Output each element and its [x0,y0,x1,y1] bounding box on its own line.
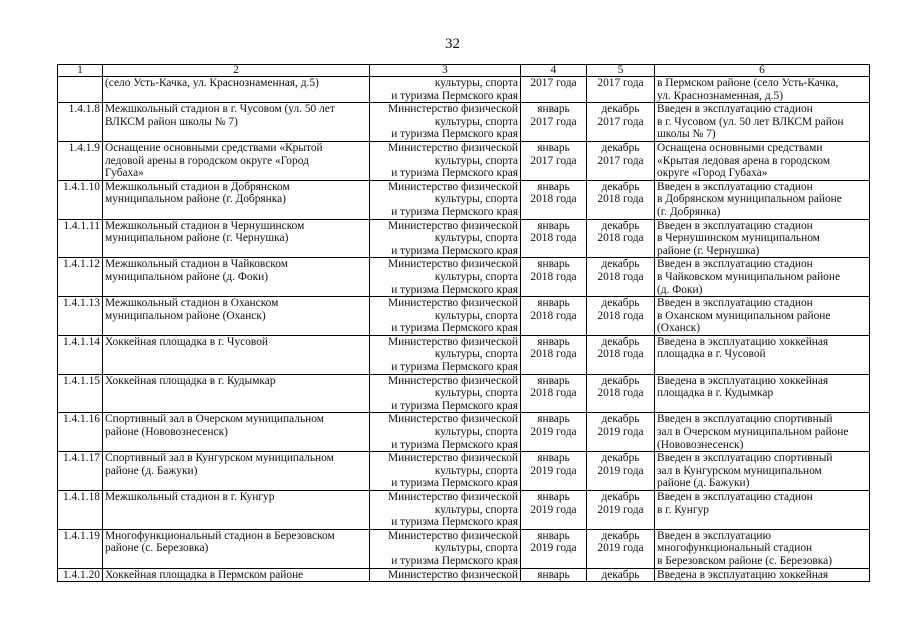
cell-text-line: декабрь [601,413,640,426]
cell-text-line: и туризма Пермского края [391,167,518,180]
cell-text-line: районе (д. Бажуки) [105,464,198,477]
result-cell [655,141,870,180]
item-number-cell: 1.4.1.11 [58,219,103,258]
start-date-cell [521,374,587,413]
cell-text-line: 2018 года [597,309,644,322]
cell-text-line: 2017 года [597,77,644,89]
cell-text-line: районе (д. Бажуки) [657,477,750,490]
cell-text-line: Хоккейная площадка в г. Чусовой [105,335,268,348]
cell-text-line: 2018 года [597,193,644,206]
cell-text-line: 2019 года [597,464,644,477]
cell-text-line: зал в Кунгурском муниципальном [657,464,822,477]
cell-text-line: декабрь [601,568,640,581]
organization-cell [370,529,521,568]
result-cell [655,335,870,374]
cell-text-line: культуры, спорта [434,309,518,322]
cell-text-line: январь [537,529,570,542]
cell-text-line: в Оханском муниципальном районе [657,309,831,322]
object-cell [103,452,370,491]
cell-text-line: в г. Чусовом (ул. 50 лет ВЛКСМ район [657,115,844,128]
cell-text-line: декабрь [601,103,640,116]
cell-text-line: январь [537,335,570,348]
cell-text-line: Межшкольный стадион в Добрянском [105,180,290,193]
result-cell [655,219,870,258]
organization-cell [370,219,521,258]
cell-text-line: 2019 года [597,426,644,439]
table-body [58,65,870,582]
item-number-cell: 1.4.1.15 [58,374,103,413]
object-cell [103,258,370,297]
end-date-cell [587,335,655,374]
cell-text-line: Министерство физической [387,568,518,581]
cell-text-line: Введен в эксплуатацию стадион [657,103,813,116]
cell-text-line: и туризма Пермского края [391,128,518,141]
table-row [58,219,870,258]
result-cell [655,297,870,336]
item-number-cell: 1.4.1.18 [58,491,103,530]
result-cell [655,103,870,142]
item-number-cell: 1.4.1.13 [58,297,103,336]
cell-text-line: Многофункциональный стадион в Березовском [105,529,335,542]
cell-text-line: 2019 года [597,503,644,516]
cell-text-line: январь [537,258,570,271]
object-cell [103,219,370,258]
column-header: 6 [655,65,870,77]
column-header: 5 [587,65,655,77]
cell-text-line: и туризма Пермского края [391,283,518,296]
cell-text-line: январь [537,413,570,426]
column-header: 4 [521,65,587,77]
organization-cell [370,77,521,103]
object-cell [103,491,370,530]
end-date-cell [587,103,655,142]
cell-text-line: январь [537,374,570,387]
cell-text-line: 2018 года [530,309,577,322]
organization-cell [370,258,521,297]
cell-text-line: Введена в эксплуатацию хоккейная [657,335,829,348]
cell-text-line: Введен в эксплуатацию стадион [657,180,813,193]
cell-text-line: Министерство физической [387,335,518,348]
table-row [58,413,870,452]
organization-cell [370,297,521,336]
end-date-cell [587,180,655,219]
cell-text-line: декабрь [601,258,640,271]
object-cell [103,413,370,452]
item-number-cell: 1.4.1.17 [58,452,103,491]
program-table [57,64,870,582]
end-date-cell [587,141,655,180]
object-cell [103,141,370,180]
cell-text-line: Оснащение основными средствами «Крытой [105,141,323,154]
start-date-cell [521,568,587,582]
cell-text-line: 2018 года [597,387,644,400]
result-cell [655,258,870,297]
end-date-cell [587,491,655,530]
result-cell [655,77,870,103]
cell-text-line: Министерство физической [387,491,518,503]
cell-text-line: районе (Нововознесенск) [105,426,228,439]
cell-text-line: районе (с. Березовка) [105,542,209,555]
cell-text-line: 2019 года [530,464,577,477]
cell-text-line: и туризма Пермского края [391,516,518,529]
cell-text-line: Введена в эксплуатацию хоккейная [657,568,829,581]
cell-text-line: Министерство физической [387,374,518,387]
organization-cell [370,452,521,491]
cell-text-line: (село Усть-Качка, ул. Краснознаменная, д.5) [105,77,319,89]
cell-text-line: и туризма Пермского края [391,438,518,451]
cell-text-line: ледовой арены в городском округе «Город [105,154,309,167]
organization-cell [370,103,521,142]
cell-text-line: зал в Очерском муниципальном районе [657,426,849,439]
object-cell [103,374,370,413]
cell-text-line: Введен в эксплуатацию стадион [657,491,813,503]
object-cell [103,529,370,568]
end-date-cell [587,374,655,413]
cell-text-line: декабрь [601,180,640,193]
organization-cell [370,374,521,413]
cell-text-line: и туризма Пермского края [391,477,518,490]
start-date-cell [521,491,587,530]
cell-text-line: культуры, спорта [434,464,518,477]
table-row [58,297,870,336]
cell-text-line: 2018 года [530,348,577,361]
cell-text-line: 2017 года [597,154,644,167]
end-date-cell [587,452,655,491]
end-date-cell [587,297,655,336]
cell-text-line: 2019 года [530,542,577,555]
cell-text-line: Министерство физической [387,180,518,193]
table-row [58,452,870,491]
cell-text-line: Министерство физической [387,452,518,465]
cell-text-line: муниципальном районе (г. Чернушка) [105,232,289,245]
item-number-cell: 1.4.1.8 [58,103,103,142]
result-cell [655,374,870,413]
end-date-cell [587,529,655,568]
cell-text-line: Министерство физической [387,258,518,271]
cell-text-line: Министерство физической [387,529,518,542]
cell-text-line: январь [537,180,570,193]
cell-text-line: Губаха» [105,167,144,180]
result-cell [655,568,870,582]
cell-text-line: Введен в эксплуатацию стадион [657,219,813,232]
cell-text-line: январь [537,491,570,503]
cell-text-line: культуры, спорта [434,270,518,283]
cell-text-line: ВЛКСМ район школы № 7) [105,115,238,128]
cell-text-line: школы № 7) [657,128,716,141]
cell-text-line: Межшкольный стадион в Оханском [105,297,279,310]
cell-text-line: и туризма Пермского края [391,244,518,257]
start-date-cell [521,219,587,258]
cell-text-line: Межшкольный стадион в Чайковском [105,258,288,271]
table-row [58,374,870,413]
column-header: 3 [370,65,521,77]
cell-text-line: Спортивный зал в Кунгурском муниципальном [105,452,334,465]
cell-text-line: муниципальном районе (г. Добрянка) [105,193,286,206]
cell-text-line: культуры, спорта [434,542,518,555]
cell-text-line: муниципальном районе (д. Фоки) [105,270,268,283]
table-row [58,491,870,530]
cell-text-line: в Пермском районе (село Усть-Качка, [657,77,839,89]
cell-text-line: 2017 года [530,115,577,128]
item-number-cell: 1.4.1.16 [58,413,103,452]
cell-text-line: культуры, спорта [434,232,518,245]
object-cell [103,180,370,219]
cell-text-line: 2018 года [530,387,577,400]
cell-text-line: 2017 года [597,115,644,128]
cell-text-line: Министерство физической [387,141,518,154]
item-number-cell: 1.4.1.10 [58,180,103,219]
end-date-cell [587,77,655,103]
cell-text-line: Введен в эксплуатацию [657,529,771,542]
cell-text-line: в Чайковском муниципальном районе [657,270,841,283]
organization-cell [370,413,521,452]
cell-text-line: культуры, спорта [434,77,518,89]
cell-text-line: Хоккейная площадка в Пермском районе [105,568,304,581]
organization-cell [370,141,521,180]
organization-cell [370,335,521,374]
table-row [58,529,870,568]
cell-text-line: в Добрянском муниципальном районе [657,193,842,206]
object-cell [103,103,370,142]
cell-text-line: декабрь [601,452,640,465]
result-cell [655,452,870,491]
item-number-cell: 1.4.1.14 [58,335,103,374]
cell-text-line: Министерство физической [387,219,518,232]
cell-text-line: и туризма Пермского края [391,89,518,102]
end-date-cell [587,258,655,297]
cell-text-line: ул. Краснознаменная, д.5) [657,89,783,102]
cell-text-line: и туризма Пермского края [391,399,518,412]
cell-text-line: многофункциональный стадион [657,542,813,555]
cell-text-line: январь [537,141,570,154]
table-row [58,103,870,142]
item-number-cell: 1.4.1.20 [58,568,103,582]
column-header: 1 [58,65,103,77]
object-cell [103,77,370,103]
cell-text-line: январь [537,219,570,232]
item-number-cell: 1.4.1.19 [58,529,103,568]
cell-text-line: Спортивный зал в Очерском муниципальном [105,413,324,426]
start-date-cell [521,180,587,219]
cell-text-line: культуры, спорта [434,426,518,439]
cell-text-line: (Нововознесенск) [657,438,744,451]
cell-text-line: округе «Город Губаха» [657,167,768,180]
item-number-cell [58,77,103,103]
end-date-cell [587,568,655,582]
cell-text-line: Введена в эксплуатацию хоккейная [657,374,829,387]
cell-text-line: январь [537,568,570,581]
cell-text-line: 2019 года [530,426,577,439]
cell-text-line: Министерство физической [387,103,518,116]
cell-text-line: и туризма Пермского края [391,205,518,218]
organization-cell [370,491,521,530]
cell-text-line: 2018 года [597,348,644,361]
cell-text-line: Введен в эксплуатацию спортивный [657,452,833,465]
cell-text-line: районе (г. Чернушка) [657,244,760,257]
start-date-cell [521,141,587,180]
cell-text-line: 2019 года [530,503,577,516]
cell-text-line: культуры, спорта [434,115,518,128]
item-number-cell: 1.4.1.9 [58,141,103,180]
cell-text-line: 2018 года [530,193,577,206]
cell-text-line: культуры, спорта [434,154,518,167]
column-header: 2 [103,65,370,77]
cell-text-line: «Крытая ледовая арена в городском [657,154,831,167]
cell-text-line: площадка в г. Чусовой [657,348,766,361]
cell-text-line: (Оханск) [657,322,701,335]
cell-text-line: 2018 года [530,232,577,245]
cell-text-line: 2017 года [530,77,577,89]
cell-text-line: муниципальном районе (Оханск) [105,309,266,322]
start-date-cell [521,413,587,452]
cell-text-line: в Чернушинском муниципальном [657,232,820,245]
object-cell [103,335,370,374]
cell-text-line: в Березовском районе (с. Березовка) [657,554,832,567]
cell-text-line: 2017 года [530,154,577,167]
cell-text-line: январь [537,297,570,310]
table-row [58,258,870,297]
table-row [58,141,870,180]
cell-text-line: культуры, спорта [434,348,518,361]
cell-text-line: (д. Фоки) [657,283,703,296]
cell-text-line: декабрь [601,297,640,310]
cell-text-line: Межшкольный стадион в г. Кунгур [105,491,275,503]
end-date-cell [587,413,655,452]
header-row [58,65,870,77]
start-date-cell [521,103,587,142]
cell-text-line: 2018 года [597,232,644,245]
cell-text-line: Межшкольный стадион в г. Чусовом (ул. 50 лет [105,103,335,116]
cell-text-line: Межшкольный стадион в Чернушинском [105,219,305,232]
result-cell [655,413,870,452]
page-number: 32 [445,36,460,52]
cell-text-line: культуры, спорта [434,193,518,206]
cell-text-line: и туризма Пермского края [391,322,518,335]
item-number-cell: 1.4.1.12 [58,258,103,297]
start-date-cell [521,529,587,568]
object-cell [103,297,370,336]
cell-text-line: 2019 года [597,542,644,555]
cell-text-line: Хоккейная площадка в г. Кудымкар [105,374,276,387]
result-cell [655,180,870,219]
object-cell [103,568,370,582]
table-row [58,180,870,219]
cell-text-line: январь [537,452,570,465]
cell-text-line: Министерство физической [387,413,518,426]
result-cell [655,529,870,568]
cell-text-line: декабрь [601,529,640,542]
cell-text-line: в г. Кунгур [657,503,709,516]
cell-text-line: Введен в эксплуатацию стадион [657,297,813,310]
start-date-cell [521,335,587,374]
end-date-cell [587,219,655,258]
cell-text-line: культуры, спорта [434,387,518,400]
start-date-cell [521,258,587,297]
result-cell [655,491,870,530]
cell-text-line: Введен в эксплуатацию спортивный [657,413,833,426]
cell-text-line: декабрь [601,374,640,387]
cell-text-line: (г. Добрянка) [657,205,721,218]
cell-text-line: январь [537,103,570,116]
cell-text-line: и туризма Пермского края [391,554,518,567]
cell-text-line: и туризма Пермского края [391,361,518,374]
cell-text-line: декабрь [601,491,640,503]
cell-text-line: 2018 года [597,270,644,283]
cell-text-line: декабрь [601,141,640,154]
cell-text-line: декабрь [601,335,640,348]
cell-text-line: Введен в эксплуатацию стадион [657,258,813,271]
organization-cell [370,180,521,219]
cell-text-line: декабрь [601,219,640,232]
cell-text-line: Министерство физической [387,297,518,310]
start-date-cell [521,77,587,103]
start-date-cell [521,297,587,336]
cell-text-line: культуры, спорта [434,503,518,516]
table-row [58,335,870,374]
organization-cell [370,568,521,582]
cell-text-line: площадка в г. Кудымкар [657,387,774,400]
table-row [58,568,870,582]
cell-text-line: Оснащена основными средствами [657,141,823,154]
cell-text-line: 2018 года [530,270,577,283]
start-date-cell [521,452,587,491]
table-row [58,77,870,103]
